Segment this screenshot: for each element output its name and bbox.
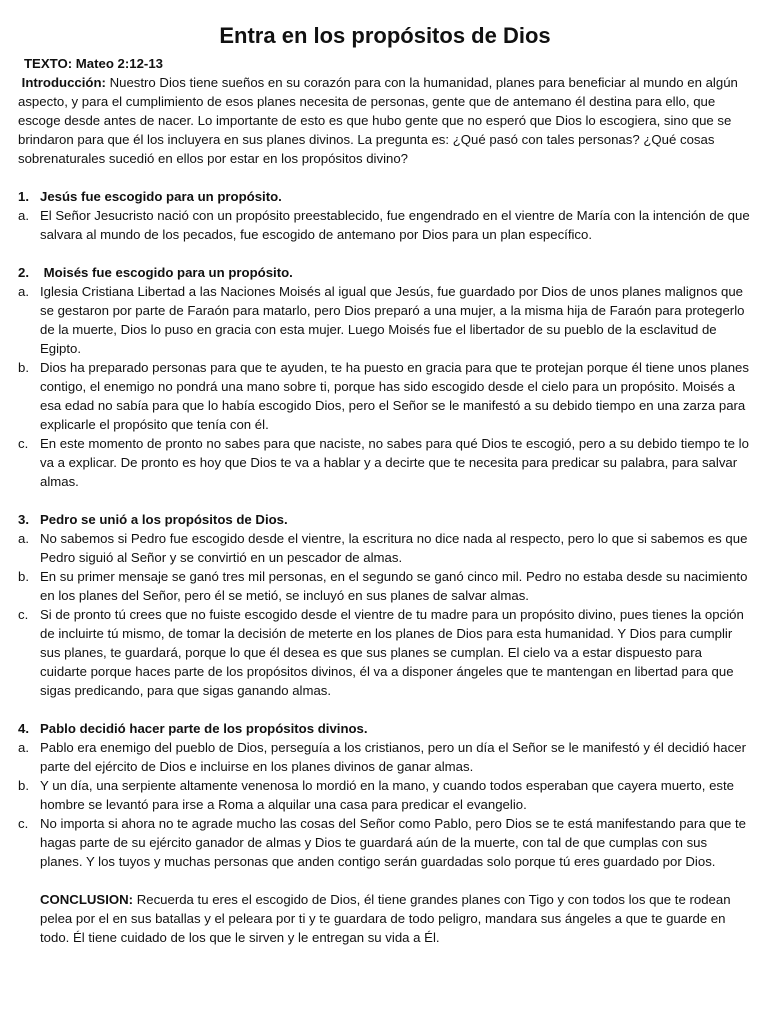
section-number: 4. (18, 721, 29, 736)
section-heading (18, 719, 752, 738)
list-item-letter: c. (18, 607, 29, 622)
introduction-label: Introducción: (21, 75, 106, 90)
section-heading-text: Moisés fue escogido para un propósito. (40, 265, 293, 280)
list-item (18, 282, 752, 358)
list-item-text: En su primer mensaje se ganó tres mil personas, en el segundo se ganó cinco mil. Pedro no estaba desde su nacimiento en los planes del Señor, pero él se metió, se incluyó en sus planes de salvar almas. (40, 569, 748, 603)
list-item-text: No importa si ahora no te agrade mucho las cosas del Señor como Pablo, pero Dios se te está manifestando para que te hagas parte de su ejército ganador de almas y Dios te guardará aún de la muerte, con tal de que cumplas con sus planes. Y los tuyos y muchas personas que anden contigo serán guardadas solo porque tú eres guardado por Dios. (40, 816, 746, 869)
list-item (18, 605, 752, 700)
list-item-text: No sabemos si Pedro fue escogido desde el vientre, la escritura no dice nada al respecto, pero lo que si sabemos es que Pedro siguió al Señor y se convirtió en un pescador de almas. (40, 531, 748, 565)
section-number: 2. (18, 265, 29, 280)
section-number: 3. (18, 512, 29, 527)
list-item-text: Y un día, una serpiente altamente venenosa lo mordió en la mano, y cuando todos esperaban que cayera muerto, este hombre se levantó para irse a Roma a alquilar una casa para predicar el evangelio. (40, 778, 735, 812)
section-4 (18, 719, 752, 871)
list-item-letter: b. (18, 569, 29, 584)
list-item (18, 738, 752, 776)
list-item-text: En este momento de pronto no sabes para que naciste, no sabes para qué Dios te escogió, pero a su debido tiempo te lo va a explicar. De pronto es hoy que Dios te va a hablar y a decirte que te necesita para predicar su palabra, para salvar almas. (40, 436, 749, 489)
list-item (18, 814, 752, 871)
introduction-paragraph (18, 73, 752, 168)
section-heading-text: Pablo decidió hacer parte de los propósitos divinos. (40, 721, 368, 736)
list-item-text: Dios ha preparado personas para que te ayuden, te ha puesto en gracia para que te protejan porque él tiene unos planes contigo, el enemigo no pondrá una mano sobre ti, porque has sido escogido desde el cielo para un propósito. Moisés a esa edad no sabía para que lo había escogido Dios, pero el Señor se le manifestó a su debido tiempo en una zarza para explicarle el propósito que tenía con él. (40, 360, 749, 432)
list-item-letter: a. (18, 740, 29, 755)
list-item-letter: b. (18, 778, 29, 793)
list-item (18, 567, 752, 605)
scripture-reference: TEXTO: Mateo 2:12-13 (24, 56, 163, 71)
page-title: Entra en los propósitos de Dios (219, 23, 551, 48)
section-heading-text: Jesús fue escogido para un propósito. (40, 189, 282, 204)
section-heading (18, 263, 752, 282)
list-item (18, 206, 752, 244)
list-item-text: Si de pronto tú crees que no fuiste escogido desde el vientre de tu madre para un propósito divino, pues tienes la opción de incluirte tú mismo, de tomar la decisión de meterte en los planes de Dios para esta humanidad. Y Dios para cumplir sus planes, te guardará, porque lo que él desea es que sus planes se cumplan. El cielo va a estar dispuesto para cuidarte porque haces parte de los propósitos divinos, él va a disponer ángeles que te mantengan en libertad para que sigas predicando, para que sigas ganando almas. (40, 607, 744, 698)
list-item-letter: c. (18, 436, 29, 451)
conclusion-label: CONCLUSION: (40, 892, 134, 907)
section-heading (18, 187, 752, 206)
list-item-letter: a. (18, 531, 29, 546)
list-item-letter: a. (18, 284, 29, 299)
section-3 (18, 510, 752, 700)
list-item (18, 529, 752, 567)
list-item-text: El Señor Jesucristo nació con un propósito preestablecido, fue engendrado en el vientre de María con la intención de que salvara al mundo de los pecados, fue escogido de antemano por Dios para un plan específico. (40, 208, 750, 242)
section-heading (18, 510, 752, 529)
sections-container (18, 187, 752, 871)
section-2 (18, 263, 752, 491)
list-item-text: Pablo era enemigo del pueblo de Dios, perseguía a los cristianos, pero un día el Señor se le manifestó y él decidió hacer parte del ejército de Dios e incluirse en los planes divinos de ganar almas. (40, 740, 746, 774)
list-item-letter: a. (18, 208, 29, 223)
introduction-text: Nuestro Dios tiene sueños en su corazón para con la humanidad, planes para beneficiar al mundo en algún aspecto, y para el cumplimiento de esos planes necesita de personas, gente que de antemano él destina para ello, que escoge desde antes de nacer. Lo importante de esto es que hubo gente que no esperó que Dios lo escogiera, sino que se brindaron para que él los incluyera en sus planes divinos. La pregunta es: ¿Qué pasó con tales personas? ¿Qué cosas sobrenaturales sucedió en ellos por estar en los propósitos divino? (18, 75, 738, 166)
list-item-letter: c. (18, 816, 29, 831)
conclusion-text: Recuerda tu eres el escogido de Dios, él tiene grandes planes con Tigo y con todos los que te rodean pelea por el en sus batallas y el peleara por ti y te guardara de todo peligro, mandara sus ángeles a que te guarde en todo. Él tiene cuidado de los que le sirven y le entregan su vida a Él. (40, 892, 731, 945)
list-item (18, 434, 752, 491)
section-heading-text: Pedro se unió a los propósitos de Dios. (40, 512, 288, 527)
section-1 (18, 187, 752, 244)
section-number: 1. (18, 189, 29, 204)
list-item (18, 358, 752, 434)
conclusion-paragraph (18, 890, 752, 947)
list-item-text: Iglesia Cristiana Libertad a las Naciones Moisés al igual que Jesús, fue guardado por Dios de unos planes malignos que se gestaron por parte de Faraón para matarlo, pero Dios preparó a una mujer, a la misma hija de Faraón para protegerlo de la muerte, Dios lo puso en gracia con esta mujer. Luego Moisés fue el libertador de su pueblo de la esclavitud de Egipto. (40, 284, 745, 356)
list-item-letter: b. (18, 360, 29, 375)
list-item (18, 776, 752, 814)
